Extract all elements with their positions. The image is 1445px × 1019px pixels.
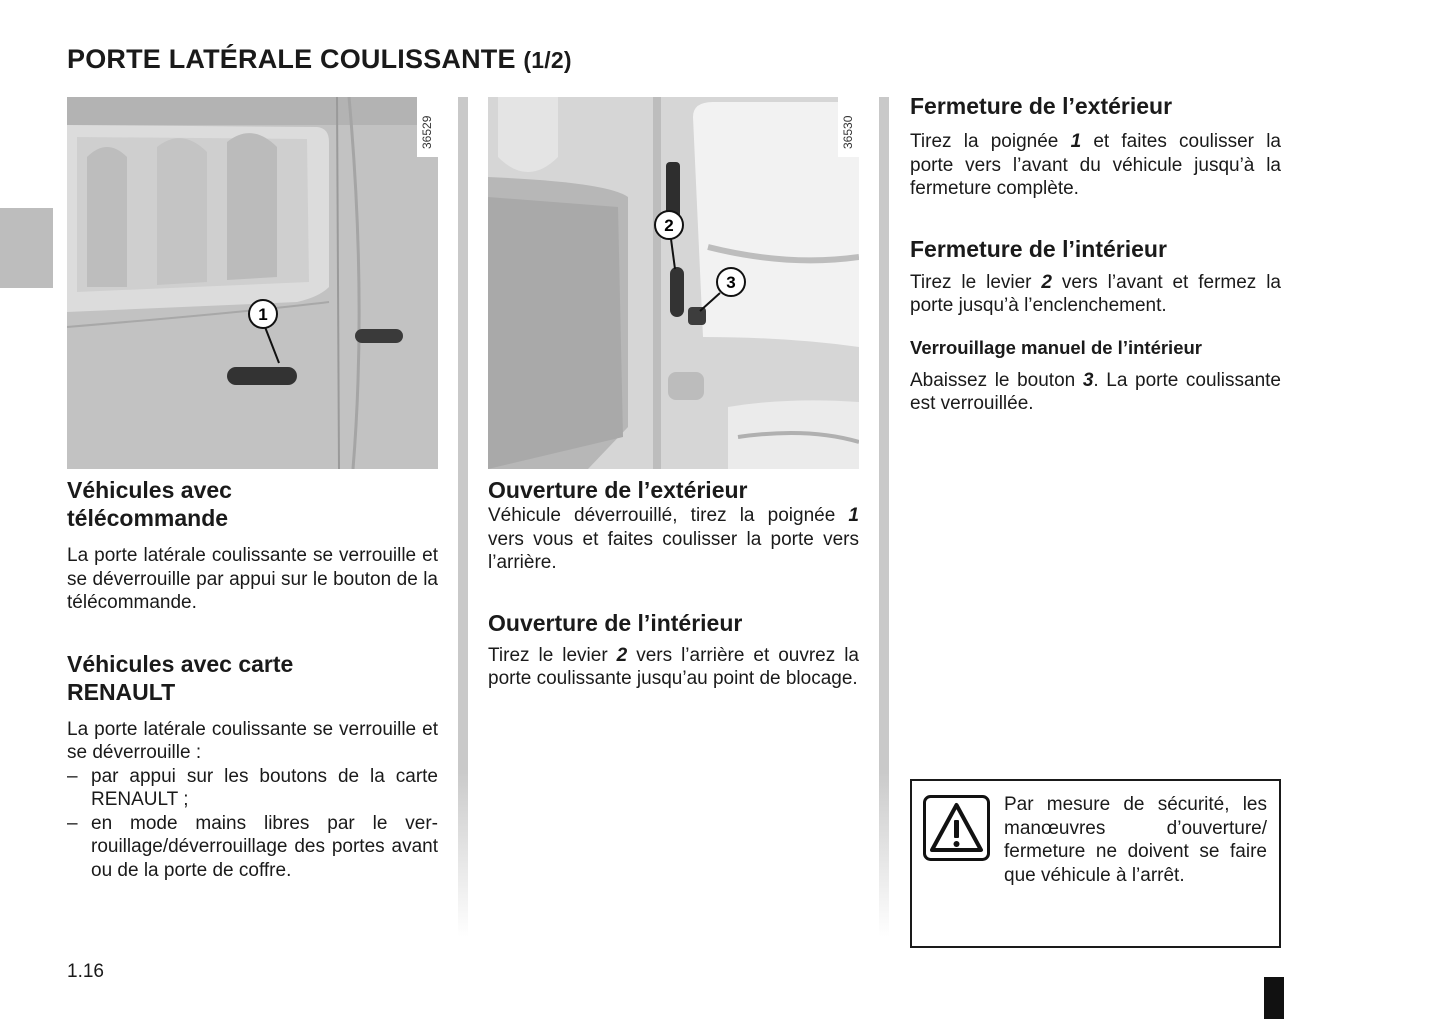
section-heading-remote: Véhicules avec télécommande — [67, 477, 232, 531]
page-title-suffix: (1/2) — [523, 47, 572, 73]
page-title: PORTE LATÉRALE COULISSANTE (1/2) — [67, 44, 572, 74]
section-text-card: La porte latérale coulissante se verrouille et se déverrouille : — [67, 718, 438, 763]
warning-icon — [923, 795, 990, 861]
ref-number: 1 — [848, 505, 859, 526]
ref-number: 3 — [1082, 369, 1094, 391]
callout-2: 2 — [664, 216, 674, 235]
section-text-interior-close: Tirez le levier 2 vers l’avant et fermez la porte jusqu’à l’enclenchement. — [910, 271, 1281, 316]
callout-1: 1 — [258, 305, 268, 324]
page-edge-marker — [1264, 977, 1284, 1019]
section-text-manual-lock: Abaissez le bouton 3. La porte coulissante est verrouillée. — [910, 369, 1281, 414]
section-heading-interior-close: Fermeture de l’intérieur — [910, 235, 1167, 262]
section-text-remote: La porte latérale coulissante se verrouille et se déverrouille par appui sur le bouton de la télécommande. — [67, 545, 438, 613]
safety-warning-box — [910, 779, 1281, 948]
chapter-tab — [0, 208, 53, 288]
page-number: 1.16 — [67, 961, 104, 982]
figure-sliding-door-interior — [488, 97, 859, 469]
list-item: – par appui sur les boutons de la carte RENAULT ; — [67, 765, 438, 810]
section-text-exterior-open: Véhicule déverrouillé, tirez la poignée 1 vers vous et faites coulisser la porte vers l’arrière. — [488, 505, 859, 573]
section-heading-card: Véhicules avec carte RENAULT — [67, 650, 294, 705]
figure-code: 36529 — [420, 115, 434, 149]
section-heading-exterior-open: Ouverture de l’extérieur — [488, 477, 748, 503]
exterior-door-illustration — [67, 97, 438, 469]
section-text-exterior-close: Tirez la poignée 1 et faites coulisser la porte vers l’avant du véhicule jusqu’à la fermeture complète. — [910, 131, 1281, 199]
ref-number: 2 — [1041, 271, 1052, 293]
section-heading-interior-open: Ouverture de l’intérieur — [488, 609, 743, 636]
list-item: – en mode mains libres par le verrouillage/déverrouillage des portes avant ou de la porte de coffre. — [67, 812, 438, 881]
ref-number: 2 — [616, 644, 628, 666]
column-divider — [458, 97, 468, 937]
column-1 — [67, 97, 438, 882]
column-divider — [879, 97, 889, 937]
section-heading-manual-lock: Verrouillage manuel de l’intérieur — [910, 336, 1202, 358]
interior-door-illustration — [488, 97, 859, 469]
column-2 — [488, 97, 859, 691]
ref-number: 1 — [1070, 131, 1082, 152]
section-heading-exterior-close: Fermeture de l’extérieur — [910, 93, 1173, 119]
column-3 — [910, 92, 1281, 416]
warning-text: Par mesure de sécurité, les manœuvres d’ouverture/ fermeture ne doivent se faire que véhicule à l’arrêt. — [1004, 794, 1267, 886]
section-text-interior-open: Tirez le levier 2 vers l’arrière et ouvrez la porte coulissante jusqu’au point de blocage. — [488, 644, 860, 689]
figure-sliding-door-exterior — [67, 97, 438, 469]
figure-code: 36530 — [841, 115, 855, 149]
callout-3: 3 — [726, 273, 736, 292]
